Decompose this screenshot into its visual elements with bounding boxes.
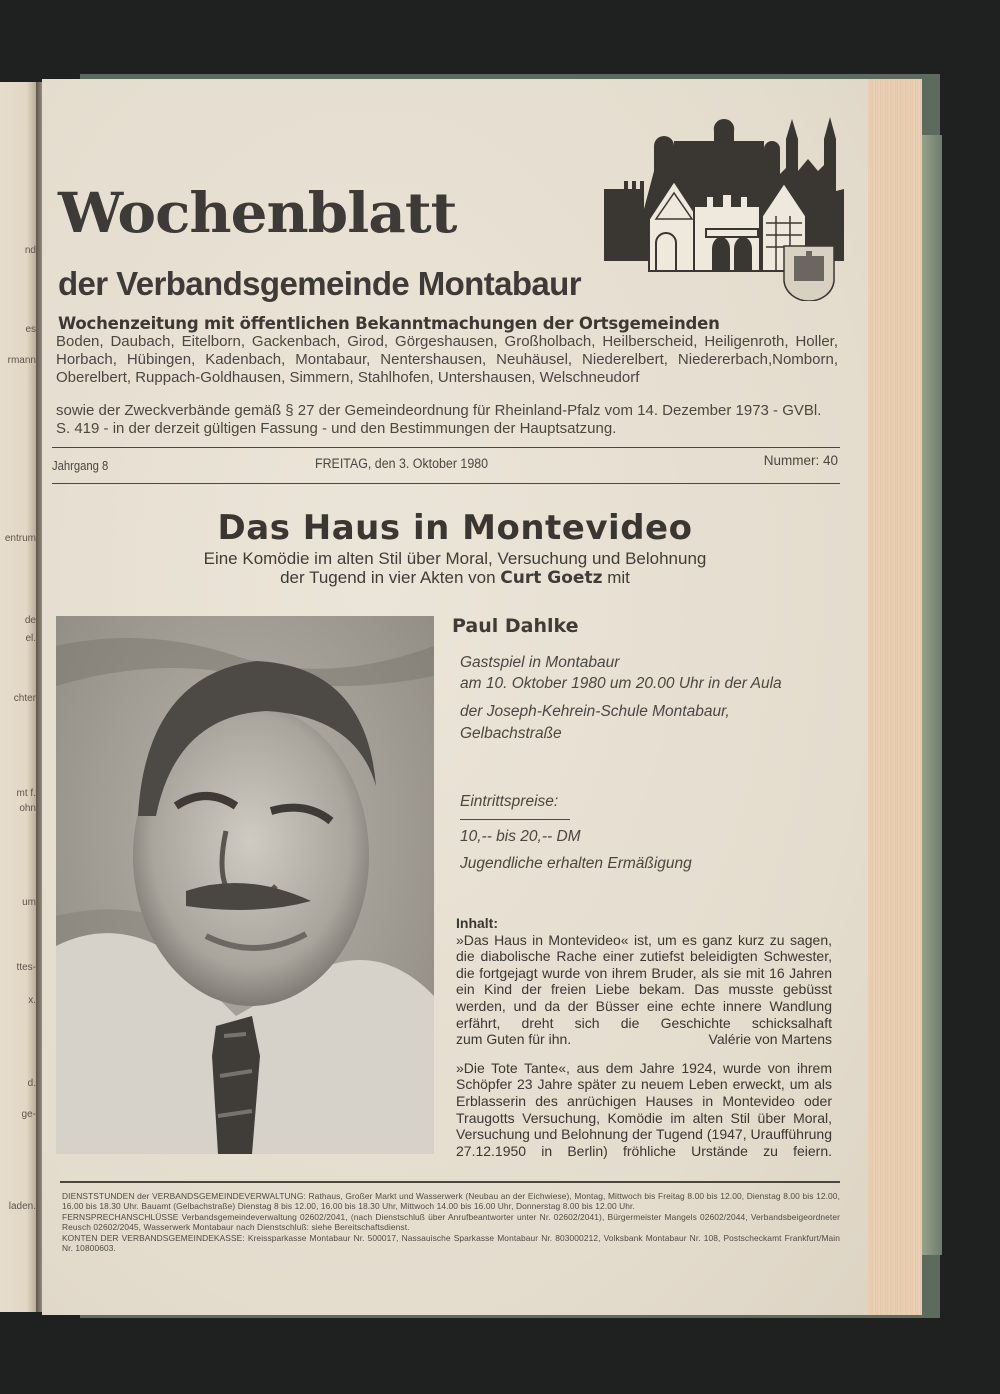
- divider: [52, 483, 840, 484]
- previous-page-fragment: nd: [24, 245, 36, 256]
- content-signature-line: [456, 1031, 832, 1048]
- page-stack-edge: [866, 79, 922, 1315]
- masthead-subtitle: der Verbandsgemeinde Montabaur: [58, 265, 581, 302]
- prices-underline: [460, 819, 570, 820]
- accounts-text: Kreissparkasse Montabaur Nr. 500017, Nassauische Sparkasse Montabaur Nr. 803000212, Volksbank Montabaur Nr. 108, Postscheckamt Frankfurt/Main Nr. 10800603.: [62, 1232, 841, 1254]
- book-cover-spine-edge: [920, 135, 942, 1255]
- previous-page-fragment: d.: [27, 1078, 36, 1089]
- venue-line: Gelbachstraße: [460, 725, 562, 742]
- accounts-label: KONTEN DER VERBANDSGEMEINDEKASSE:: [62, 1232, 245, 1243]
- legal-notice: sowie der Zweckverbände gemäß § 27 der Gemeindeordnung für Rheinland-Pfalz vom 14. Dezember 1973 - GVBl. S. 419 - in der derzeit gültigen Fassung - und den Bestimmungen der Hauptsatzung.: [56, 402, 822, 437]
- previous-page-edge: [0, 82, 38, 1312]
- previous-page-fragment: um: [22, 897, 36, 908]
- previous-page-fragment: rmann: [7, 355, 36, 366]
- previous-page-fragment: ohn: [19, 803, 36, 814]
- office-hours-text: Rathaus, Großer Markt und Wasserwerk (Neubau an der Eichwiese), Montag, Mittwoch bis Freitag 8.00 bis 12.00, Dienstag 8.00 bis 12.00, 16.00 bis 18.30 Uhr. Bauamt (Gelbachstraße) Dienstag 8 bis 12.00, 16.00 bis 18.30 Uhr, Mittwoch 14.00 bis 16.00 Uhr, Donnerstag 8.00 bis 12.00 Uhr.: [62, 1191, 840, 1212]
- venue-line: der Joseph-Kehrein-Schule Montabaur,: [460, 703, 730, 720]
- previous-page-fragment: mt f.: [16, 788, 36, 799]
- previous-page-fragment: entrum: [4, 533, 36, 544]
- issue-number: Nummer: 40: [763, 453, 838, 468]
- previous-page-fragment: chter: [13, 693, 36, 704]
- town-skyline-icon: [594, 111, 844, 301]
- venue-line: am 10. Oktober 1980 um 20.00 Uhr in der Aula: [460, 675, 782, 692]
- office-hours-label: DIENSTSTUNDEN der VERBANDSGEMEINDEVERWALTUNG:: [62, 1191, 306, 1201]
- venue-line: Gastspiel in Montabaur: [460, 654, 620, 671]
- prices-label: Eintrittspreise:: [460, 793, 559, 810]
- author-name: Curt Goetz: [500, 568, 603, 588]
- article-headline: Das Haus in Montevideo: [217, 508, 693, 548]
- content-paragraph: »Das Haus in Montevideo« ist, um es ganz kurz zu sagen, die diabolische Rache einer zutiefst beleidigten Schwester, die fortgejagt wurde von ihrem Bruder, als sie mit 16 Jahren ein Kind der freien Liebe bekam. Das musste gebüsst werden, und da der Büsser eine echte innere Wandlung erfährt, dreht sich die Geschichte schicksalhaft: [456, 931, 832, 1031]
- actor-photo: [56, 616, 434, 1154]
- volume-label: Jahrgang 8: [52, 459, 109, 473]
- discount-note: Jugendliche erhalten Ermäßigung: [460, 855, 692, 872]
- actor-name: Paul Dahlke: [452, 615, 579, 637]
- content-author: Valérie von Martens: [708, 1031, 832, 1048]
- issue-info-bar: [52, 453, 840, 473]
- previous-page-fragment: ttes-: [16, 962, 36, 973]
- coat-of-arms-icon: [784, 246, 834, 301]
- article-content: [456, 915, 832, 1159]
- content-paragraph: »Die Tote Tante«, aus dem Jahre 1924, wurde von ihrem Schöpfer 23 Jahre später zu neuem Leben erweckt, um als Erblasserin des anrüchigen Hauses in Montevideo oder Traugotts Versuchung, Komödie im alten Stil über Moral, Versuchung und Belohnung der Tugend (1947, Uraufführung 27.12.1950 in Berlin) fröhliche Urstände zu feiern.: [456, 1059, 832, 1159]
- prices-value: 10,-- bis 20,-- DM: [460, 828, 581, 845]
- masthead-title: Wochenblatt: [58, 180, 457, 246]
- newspaper-page: [42, 79, 868, 1315]
- subheadline-line-2: [42, 568, 868, 588]
- previous-page-fragment: de: [24, 615, 36, 626]
- previous-page-fragment: x.: [28, 995, 36, 1006]
- footer-divider: [60, 1181, 840, 1183]
- subheadline-text: mit: [602, 568, 630, 587]
- previous-page-fragment: el.: [25, 633, 36, 644]
- municipalities-list: Boden, Daubach, Eitelborn, Gackenbach, Girod, Görgeshausen, Großholbach, Heilberscheid, Heiligenroth, Holler, Horbach, Hübingen, Kadenbach, Montabaur, Nentershausen, Neuhäusel, Niederelbert, Niedererbach,Nomborn, Oberelbert, Ruppach-Goldhausen, Simmern, Stahlhofen, Untershausen, Welschneudorf: [56, 333, 838, 386]
- masthead-tagline: Wochenzeitung mit öffentlichen Bekanntmachungen der Ortsgemeinden: [58, 314, 720, 333]
- content-label: Inhalt:: [456, 915, 498, 931]
- issue-date: FREITAG, den 3. Oktober 1980: [315, 456, 489, 471]
- phone-label: FERNSPRECHANSCHLÜSSE: [62, 1211, 179, 1222]
- content-paragraph-end: zum Guten für ihn.: [456, 1031, 572, 1048]
- subheadline-line-1: Eine Komödie im alten Stil über Moral, Versuchung und Belohnung: [203, 549, 707, 568]
- previous-page-fragment: laden.: [8, 1201, 36, 1212]
- administration-footer: [62, 1191, 840, 1253]
- previous-page-fragment: es: [25, 324, 36, 335]
- previous-page-fragment: ge-: [21, 1109, 36, 1120]
- portrait-image: [56, 616, 434, 1154]
- phone-text: Verbandsgemeindeverwaltung 02602/2041, (nach Dienstschluß über Anrufbeantworter unter Nr. 02602/2041), Bürgermeister Mangels 02602/2044, Verbandsbeigeordneter Reusch 02602/2045, Wasserwerk Montabaur nach Dienstschluß: siehe Bereitschaftsdienst.: [62, 1211, 840, 1233]
- divider: [52, 447, 840, 448]
- subheadline-text: der Tugend in vier Akten von: [280, 568, 501, 587]
- article-subheadline: [42, 549, 868, 588]
